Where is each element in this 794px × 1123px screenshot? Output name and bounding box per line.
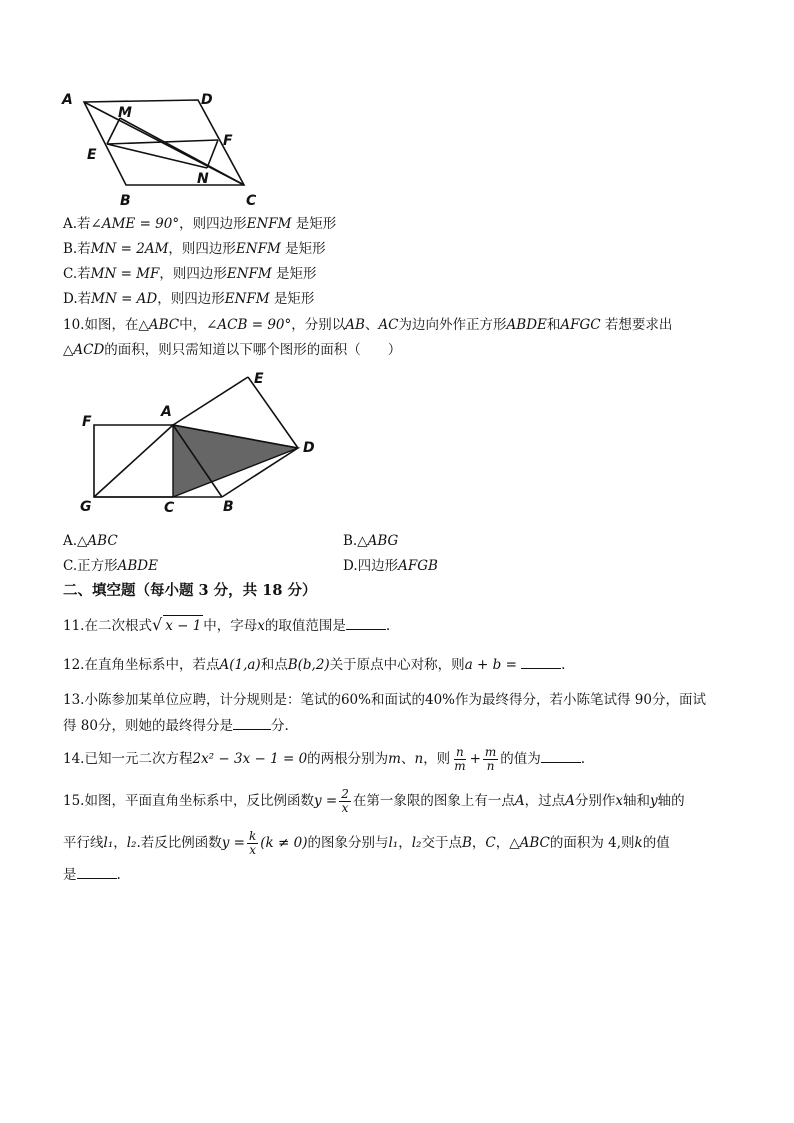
segment-ae (173, 377, 248, 425)
q12-answer-blank[interactable] (521, 654, 561, 669)
q14: 14.已知一元二次方程2x² − 3x − 1 = 0的两根分别为m、n，则 $\frac{n}{m}$ + $\frac{m}{n}$ 的值为 . (63, 745, 586, 773)
label-b2: B (223, 499, 234, 515)
q11: 11.在二次根式√ x − 1 中，字母x的取值范围是 . (63, 615, 391, 634)
label-e2: E (254, 371, 264, 387)
label-g2: G (80, 499, 92, 515)
figure-squares (72, 368, 332, 518)
q11-answer-blank[interactable] (346, 615, 386, 630)
q10-stem-line1: 10.如图，在△ABC中，∠ACB = 90°，分别以AB、AC为边向外作正方形ABDE和AFGC 若想要求出 (63, 317, 673, 333)
figure-parallelogram (58, 88, 258, 208)
label-a2: A (161, 404, 172, 420)
q15-line2: 平行线l₁，l₂.若反比例函数y = $\frac{k}{x}$ (k ≠ 0)的图象分别与l₁，l₂交于点B，C，△ABC的面积为 4,则k的值 (63, 829, 670, 857)
q13-line2: 得 80分，则她的最终得分是 分. (63, 715, 289, 736)
label-f: F (223, 133, 233, 149)
label-b: B (120, 193, 131, 208)
label-d: D (201, 92, 213, 108)
q9-option-d[interactable]: D.若MN = AD，则四边形ENFM 是矩形 (63, 291, 315, 307)
label-n: N (197, 171, 209, 187)
q13-line1: 13.小陈参加某单位应聘，计分规则是：笔试的60%和面试的40%作为最终得分，若小陈笔试得 90分，面试 (63, 692, 706, 708)
q15-line1: 15.如图，平面直角坐标系中，反比例函数y = $\frac{2}{x}$ 在第一象限的图象上有一点A，过点A分别作x轴和y轴的 (63, 787, 685, 815)
section-title-fill-in: 二、填空题（每小题 3 分，共 18 分） (63, 582, 317, 599)
q10-option-c[interactable]: C.正方形ABDE (63, 558, 158, 574)
q10-option-d[interactable]: D.四边形AFGB (343, 558, 438, 574)
segment-fn (207, 140, 218, 168)
segment-me (107, 118, 120, 144)
q15-answer-blank[interactable] (77, 864, 117, 879)
q10-stem-line2: △ACD的面积，则只需知道以下哪个图形的面积（ ） (63, 342, 402, 358)
q14-answer-blank[interactable] (541, 748, 581, 763)
q9-option-b[interactable]: B.若MN = 2AM，则四边形ENFM 是矩形 (63, 241, 326, 257)
q9-option-c[interactable]: C.若MN = MF，则四边形ENFM 是矩形 (63, 266, 317, 282)
q12: 12.在直角坐标系中，若点A(1,a)和点B(b,2)关于原点中心对称，则a + b = . (63, 654, 565, 675)
label-c2: C (164, 500, 175, 516)
q9-option-a[interactable]: A.若∠AME = 90°，则四边形ENFM 是矩形 (63, 216, 337, 232)
q10-option-b[interactable]: B.△ABG (343, 533, 399, 549)
q15-line3: 是 . (63, 864, 121, 885)
q10-option-a[interactable]: A.△ABC (63, 533, 118, 549)
label-m: M (118, 105, 132, 121)
label-c: C (246, 193, 257, 208)
label-e: E (87, 147, 97, 163)
label-a: A (62, 92, 73, 108)
segment-ed (248, 377, 298, 448)
label-f2: F (82, 414, 92, 430)
label-d2: D (303, 440, 315, 456)
segment-ag (94, 425, 173, 497)
q13-answer-blank[interactable] (233, 715, 271, 730)
